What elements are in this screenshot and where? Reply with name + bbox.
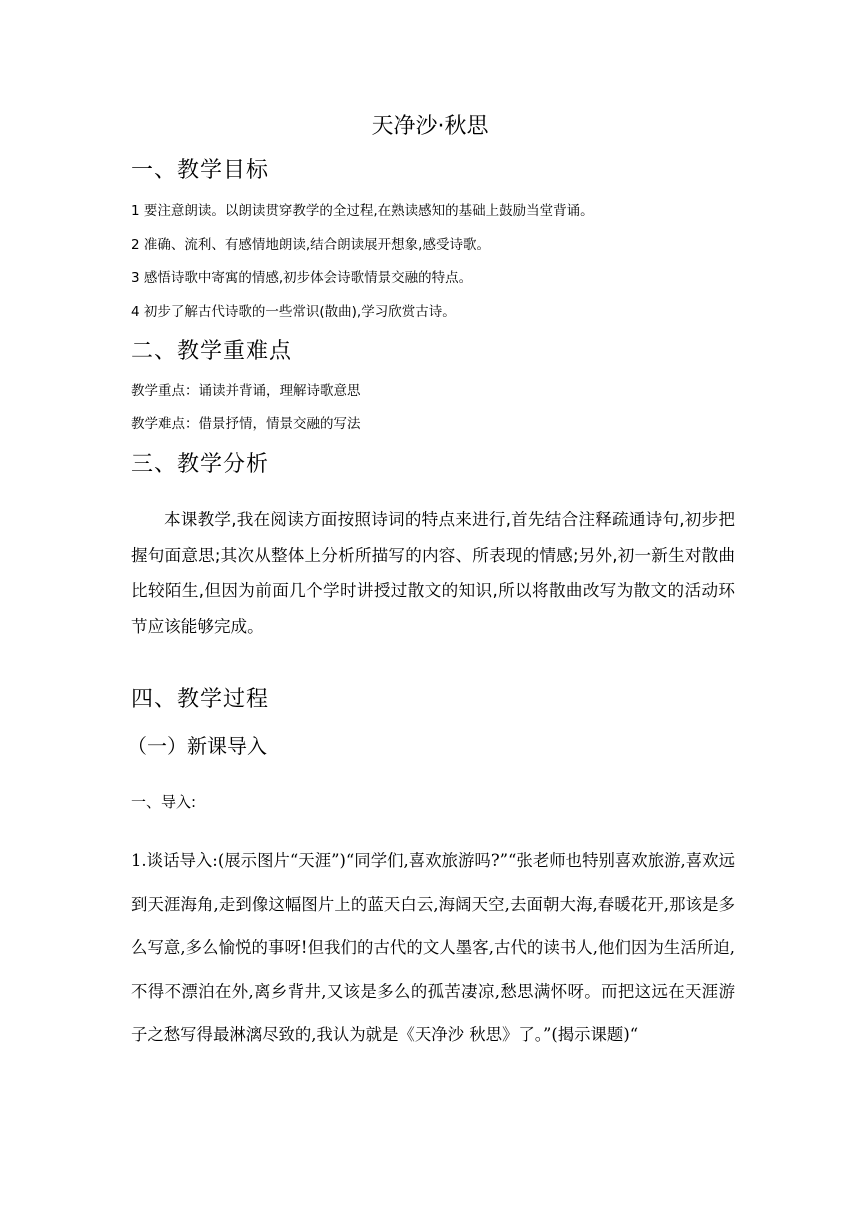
intro-label: 一、导入:: [131, 793, 197, 811]
key-point-text: 教学重点：诵读并背诵，理解诗歌意思: [131, 383, 361, 399]
difficult-point-text: 教学难点：借景抒情，情景交融的写法: [131, 416, 361, 432]
document-title: 天净沙·秋思: [371, 114, 489, 139]
goal-item: 1 要注意朗读。以朗读贯穿教学的全过程,在熟读感知的基础上鼓励当堂背诵。: [131, 203, 594, 219]
section-heading-key-points: 二、教学重难点: [131, 339, 293, 364]
section-heading-analysis: 三、教学分析: [131, 452, 270, 477]
section-heading-process: 四、教学过程: [131, 687, 270, 712]
section-heading-teaching-goals: 一、教学目标: [131, 158, 270, 183]
intro-paragraph: 1.谈话导入:(展示图片“天涯”)“同学们,喜欢旅游吗?”“张老师也特别喜欢旅游,喜欢远到天涯海角,走到像这幅图片上的蓝天白云,海阔天空,去面朝大海,春暖花开,那该是多么写意,多么愉悦的事呀!但我们的古代的文人墨客,古代的读书人,他们因为生活所迫,不得不漂泊在外,离乡背井,又该是多么的孤苦凄凉,愁思满怀呀。而把这远在天涯游子之愁写得最淋漓尽致的,我认为就是《天净沙 秋思》了。”(揭示课题)“: [131, 851, 735, 1044]
subsection-heading-intro: （一）新课导入: [127, 734, 267, 758]
goal-item: 2 准确、流利、有感情地朗读,结合朗读展开想象,感受诗歌。: [131, 237, 490, 253]
goal-item: 4 初步了解古代诗歌的一些常识(散曲),学习欣赏古诗。: [131, 304, 456, 320]
analysis-paragraph: 本课教学,我在阅读方面按照诗词的特点来进行,首先结合注释疏通诗句,初步把握句面意思;其次从整体上分析所描写的内容、所表现的情感;另外,初一新生对散曲比较陌生,但因为前面几个学时讲授过散文的知识,所以将散曲改写为散文的活动环节应该能够完成。: [131, 510, 735, 636]
goal-item: 3 感悟诗歌中寄寓的情感,初步体会诗歌情景交融的特点。: [131, 270, 473, 286]
